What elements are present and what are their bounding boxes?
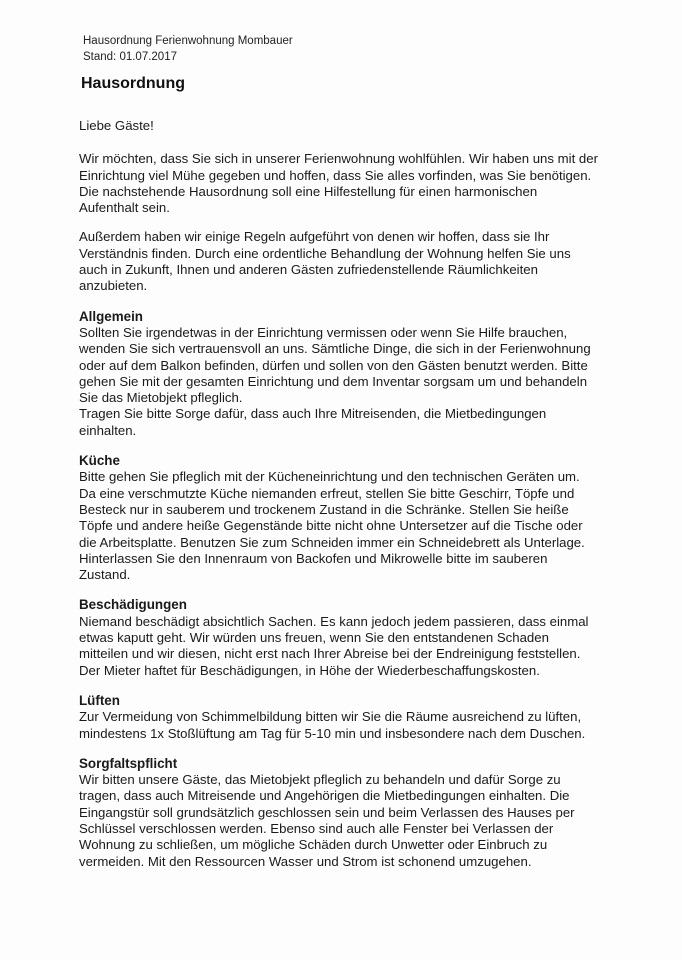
- section-allgemein: [79, 309, 599, 439]
- section-paragraph: Bitte gehen Sie pfleglich mit der Kücheneinrichtung und den technischen Geräten um. Da eine verschmutzte Küche niemanden erfreut, stellen Sie bitte Geschirr, Töpfe und Besteck nur in sauberem und trockenem Zustand in die Schränke. Stellen Sie heiße Töpfe und andere heiße Gegenstände bitte nicht ohne Untersetzer auf die Tische oder die Arbeitsplatte. Benutzen Sie zum Schneiden immer ein Schneidebrett als Unterlage. Hinterlassen Sie den Innenraum von Backofen und Mikrowelle bitte im sauberen Zustand.: [79, 469, 585, 583]
- document-header-date: Stand: 01.07.2017: [83, 51, 177, 63]
- section-paragraph: Wir bitten unsere Gäste, das Mietobjekt pfleglich zu behandeln und dafür Sorge zu tragen, dass auch Mitreisende und Angehörigen die Mietbedingungen einhalten. Die Eingangstür soll grundsätzlich geschlossen sein und beim Verlassen des Hauses per Schlüssel verschlossen werden. Ebenso sind auch alle Fenster bei Verlassen der Wohnung zu schließen, um mögliche Schäden durch Unwetter oder Einbruch zu vermeiden. Mit den Ressourcen Wasser und Strom ist schonend umzugehen.: [79, 772, 575, 869]
- greeting: Liebe Gäste!: [79, 118, 154, 133]
- section-beschaedigungen: [79, 597, 599, 678]
- section-paragraph: Zur Vermeidung von Schimmelbildung bitten wir Sie die Räume ausreichend zu lüften, mindestens 1x Stoßlüftung am Tag für 5-10 min und insbesondere nach dem Duschen.: [79, 709, 586, 741]
- section-paragraph: Niemand beschädigt absichtlich Sachen. Es kann jedoch jedem passieren, dass einmal etwas kaputt geht. Wir würden uns freuen, wenn Sie den entstandenen Schaden mitteilen und wir diesen, nicht erst nach Ihrer Abreise bei der Endreinigung feststellen.: [79, 613, 589, 662]
- section-heading: Sorgfaltspflicht: [79, 755, 178, 771]
- intro-paragraph: Außerdem haben wir einige Regeln aufgeführt von denen wir hoffen, dass sie Ihr Verständnis finden. Durch eine ordentliche Behandlung der Wohnung helfen Sie uns auch in Zukunft, Ihnen und anderen Gästen zufriedenstellende Räumlichkeiten anzubieten.: [79, 229, 571, 294]
- intro-paragraph: Wir möchten, dass Sie sich in unserer Ferienwohnung wohlfühlen. Wir haben uns mit der Einrichtung viel Mühe gegeben und hoffen, dass Sie alles vorfinden, was Sie benötigen. Die nachstehende Hausordnung soll eine Hilfestellung für einen harmonischen Aufenthalt sein.: [79, 151, 598, 216]
- section-heading: Lüften: [79, 692, 120, 708]
- section-paragraph: Der Mieter haftet für Beschädigungen, in Höhe der Wiederbeschaffungskosten.: [79, 662, 540, 678]
- section-heading: Allgemein: [79, 308, 143, 324]
- section-heading: Küche: [79, 453, 120, 469]
- section-heading: Beschädigungen: [79, 597, 187, 613]
- document-body: [79, 118, 599, 870]
- document-header-title: Hausordnung Ferienwohnung Mombauer: [83, 35, 293, 47]
- page-title: Hausordnung: [81, 75, 185, 92]
- section-paragraph: Tragen Sie bitte Sorge dafür, dass auch Ihre Mitreisenden, die Mietbedingungen einhalten.: [79, 406, 547, 438]
- section-paragraph: Sollten Sie irgendetwas in der Einrichtung vermissen oder wenn Sie Hilfe brauchen, wenden Sie sich vertrauensvoll an uns. Sämtliche Dinge, die sich in der Ferienwohnung oder auf dem Balkon befinden, dürfen und sollen von den Gästen benutzt werden. Bitte gehen Sie mit der gesamten Einrichtung und dem Inventar sorgsam um und behandeln Sie das Mietobjekt pfleglich.: [79, 324, 591, 406]
- section-lueften: [79, 693, 599, 742]
- section-kueche: [79, 453, 599, 583]
- section-sorgfaltspflicht: [79, 756, 599, 870]
